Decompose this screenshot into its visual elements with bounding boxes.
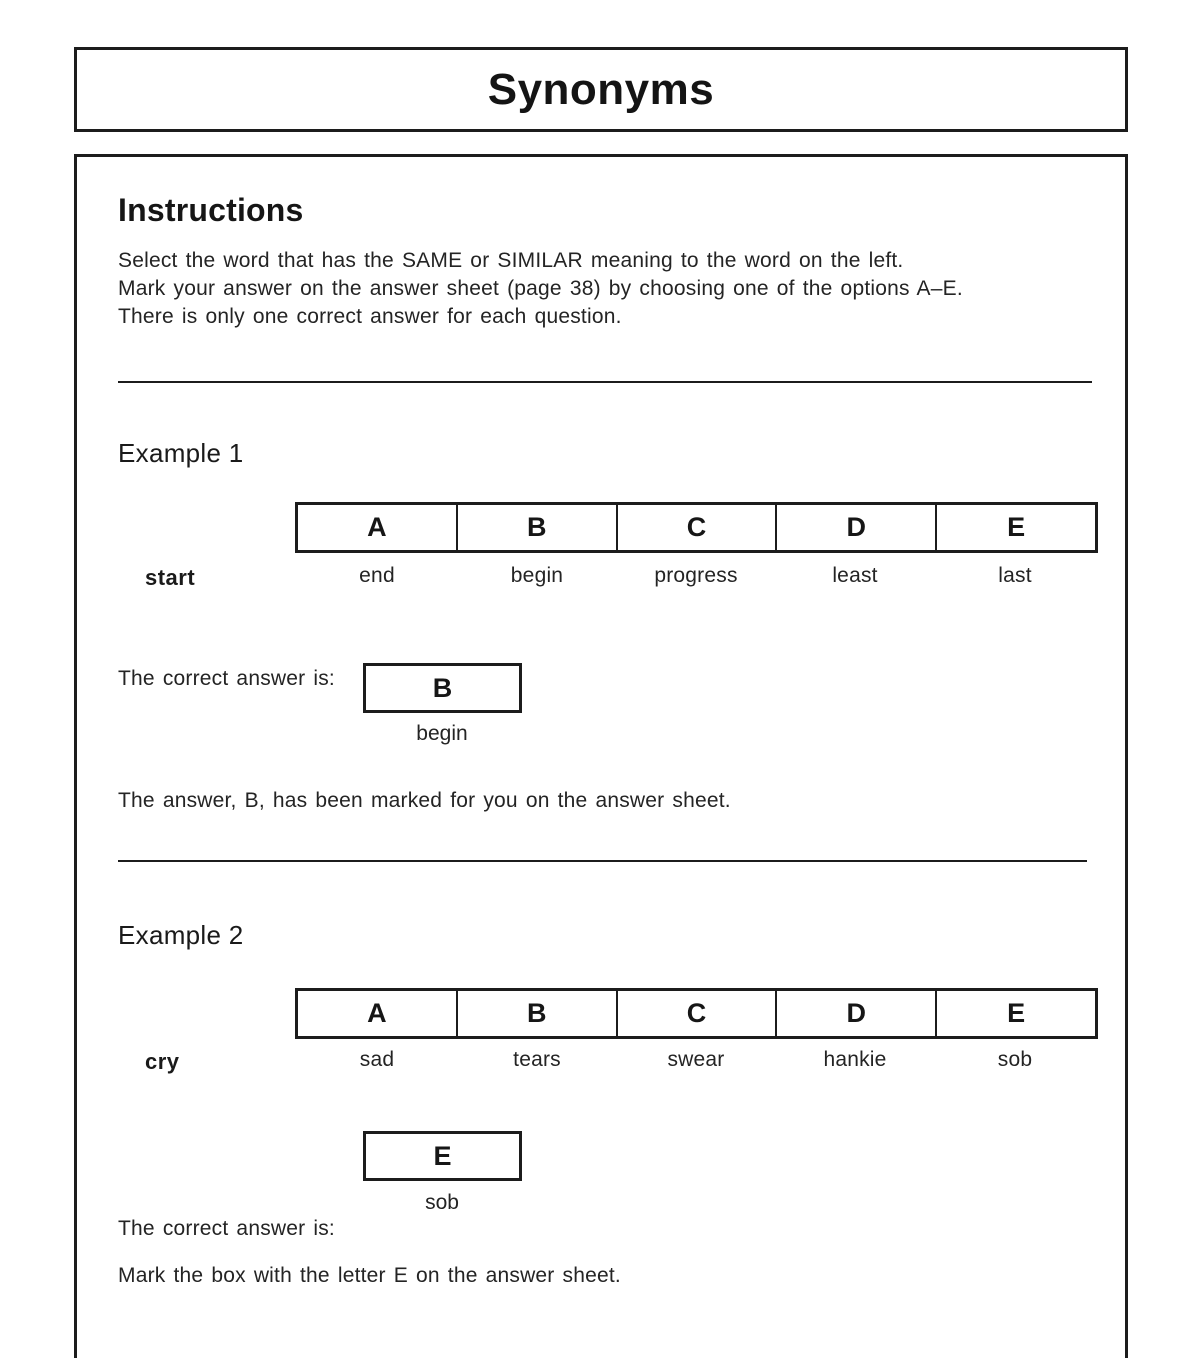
example1-answer-box [363,663,522,713]
example1-note: The answer, B, has been marked for you on the answer sheet. [118,789,731,812]
example2-option-a: sad [359,1048,395,1071]
example1-stimulus-word: start [145,565,196,590]
letter-cell-a: A [367,512,387,542]
example2-note: Mark the box with the letter E on the answer sheet. [118,1264,621,1287]
letter-cell-c: C [616,505,776,550]
example2-stimulus-word: cry [145,1049,180,1074]
instructions-line-3: There is only one correct answer for each question. [118,305,622,328]
example2-answer-box [363,1131,522,1181]
page-title: Synonyms [487,64,715,114]
example2-option-d: hankie [823,1048,887,1071]
letter-cell-e: E [935,505,1095,550]
instructions-paragraph [118,247,963,331]
example1-option-d: least [832,564,878,587]
letter-cell-b: B [456,505,616,550]
example2-option-b: tears [513,1048,561,1071]
letter-cell-d: D [775,991,935,1036]
letter-cell-c: C [616,991,776,1036]
example2-option-c: swear [667,1048,725,1071]
example2-heading: Example 2 [118,920,244,950]
example1-letter-row [295,502,1098,553]
example1-option-e: last [998,564,1032,587]
example2-answer-letter: E [433,1140,452,1171]
example2-option-e: sob [997,1048,1033,1071]
letter-cell-e: E [935,991,1095,1036]
example1-option-b: begin [510,564,564,587]
example1-option-a: end [359,564,395,587]
example1-option-c: progress [654,564,738,587]
example1-heading: Example 1 [118,438,244,468]
section-divider [118,381,1092,383]
example1-answer-word: begin [416,722,468,745]
content-box [74,154,1128,1358]
instructions-line-2: Mark your answer on the answer sheet (page 38) by choosing one of the options A–E. [118,277,963,300]
example1-answer-letter: B [432,672,453,703]
example2-letter-row [295,988,1098,1039]
instructions-heading: Instructions [118,192,304,228]
example2-answer-word: sob [425,1191,459,1214]
example2-correct-label: The correct answer is: [118,1217,335,1240]
letter-cell-d: D [775,505,935,550]
example1-correct-label: The correct answer is: [118,667,335,690]
instructions-line-1: Select the word that has the SAME or SIMILAR meaning to the word on the left. [118,249,904,272]
section-divider [118,860,1087,862]
letter-cell-a: A [367,998,387,1028]
title-box [74,47,1128,132]
letter-cell-b: B [456,991,616,1036]
